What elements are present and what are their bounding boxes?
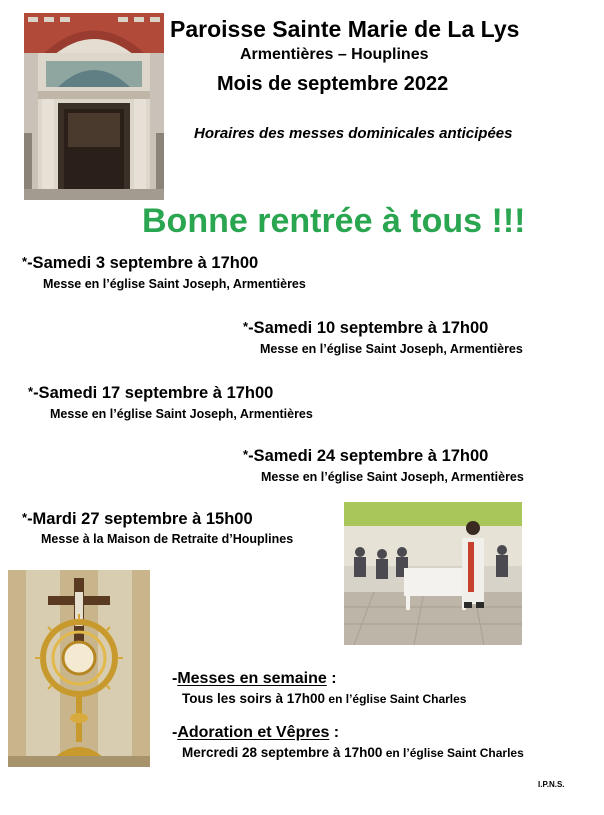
weekday-masses-detail: Tous les soirs à 17h00 en l’église Saint Charles (182, 691, 467, 706)
footer-ipns: I.P.N.S. (538, 780, 565, 789)
schedule-tagline: Horaires des messes dominicales anticipées (194, 125, 513, 142)
event-title: *-Samedi 24 septembre à 17h00 (243, 447, 489, 465)
event-detail: Messe en l’église Saint Joseph, Armentières (50, 407, 313, 421)
bullet-star-icon: * (22, 254, 28, 269)
adoration-heading: -Adoration et Vêpres : (172, 724, 340, 741)
event-detail: Messe en l’église Saint Joseph, Armentières (261, 470, 524, 484)
event-title: *-Samedi 10 septembre à 17h00 (243, 319, 489, 337)
page-title: Paroisse Sainte Marie de La Lys (170, 16, 520, 42)
monstrance-photo (8, 570, 150, 767)
event-title: *-Samedi 3 septembre à 17h00 (22, 254, 259, 272)
event-detail: Messe à la Maison de Retraite d’Houplines (41, 532, 294, 546)
adoration-detail: Mercredi 28 septembre à 17h00 en l’église Saint Charles (182, 745, 524, 760)
church-facade-photo (24, 13, 164, 200)
weekday-masses-heading: -Messes en semaine : (172, 670, 337, 687)
greeting-banner: Bonne rentrée à tous !!! (142, 202, 526, 240)
bullet-star-icon: * (243, 447, 249, 462)
parish-subtitle: Armentières – Houplines (240, 46, 429, 63)
event-detail: Messe en l’église Saint Joseph, Armentières (43, 277, 306, 291)
event-title: *-Samedi 17 septembre à 17h00 (28, 384, 274, 402)
event-title: *-Mardi 27 septembre à 15h00 (22, 510, 253, 528)
bullet-star-icon: * (28, 384, 34, 399)
bullet-star-icon: * (243, 319, 249, 334)
month-heading: Mois de septembre 2022 (217, 73, 449, 95)
bullet-star-icon: * (22, 510, 28, 525)
retirement-home-mass-photo (344, 502, 522, 645)
event-detail: Messe en l’église Saint Joseph, Armentières (260, 342, 523, 356)
